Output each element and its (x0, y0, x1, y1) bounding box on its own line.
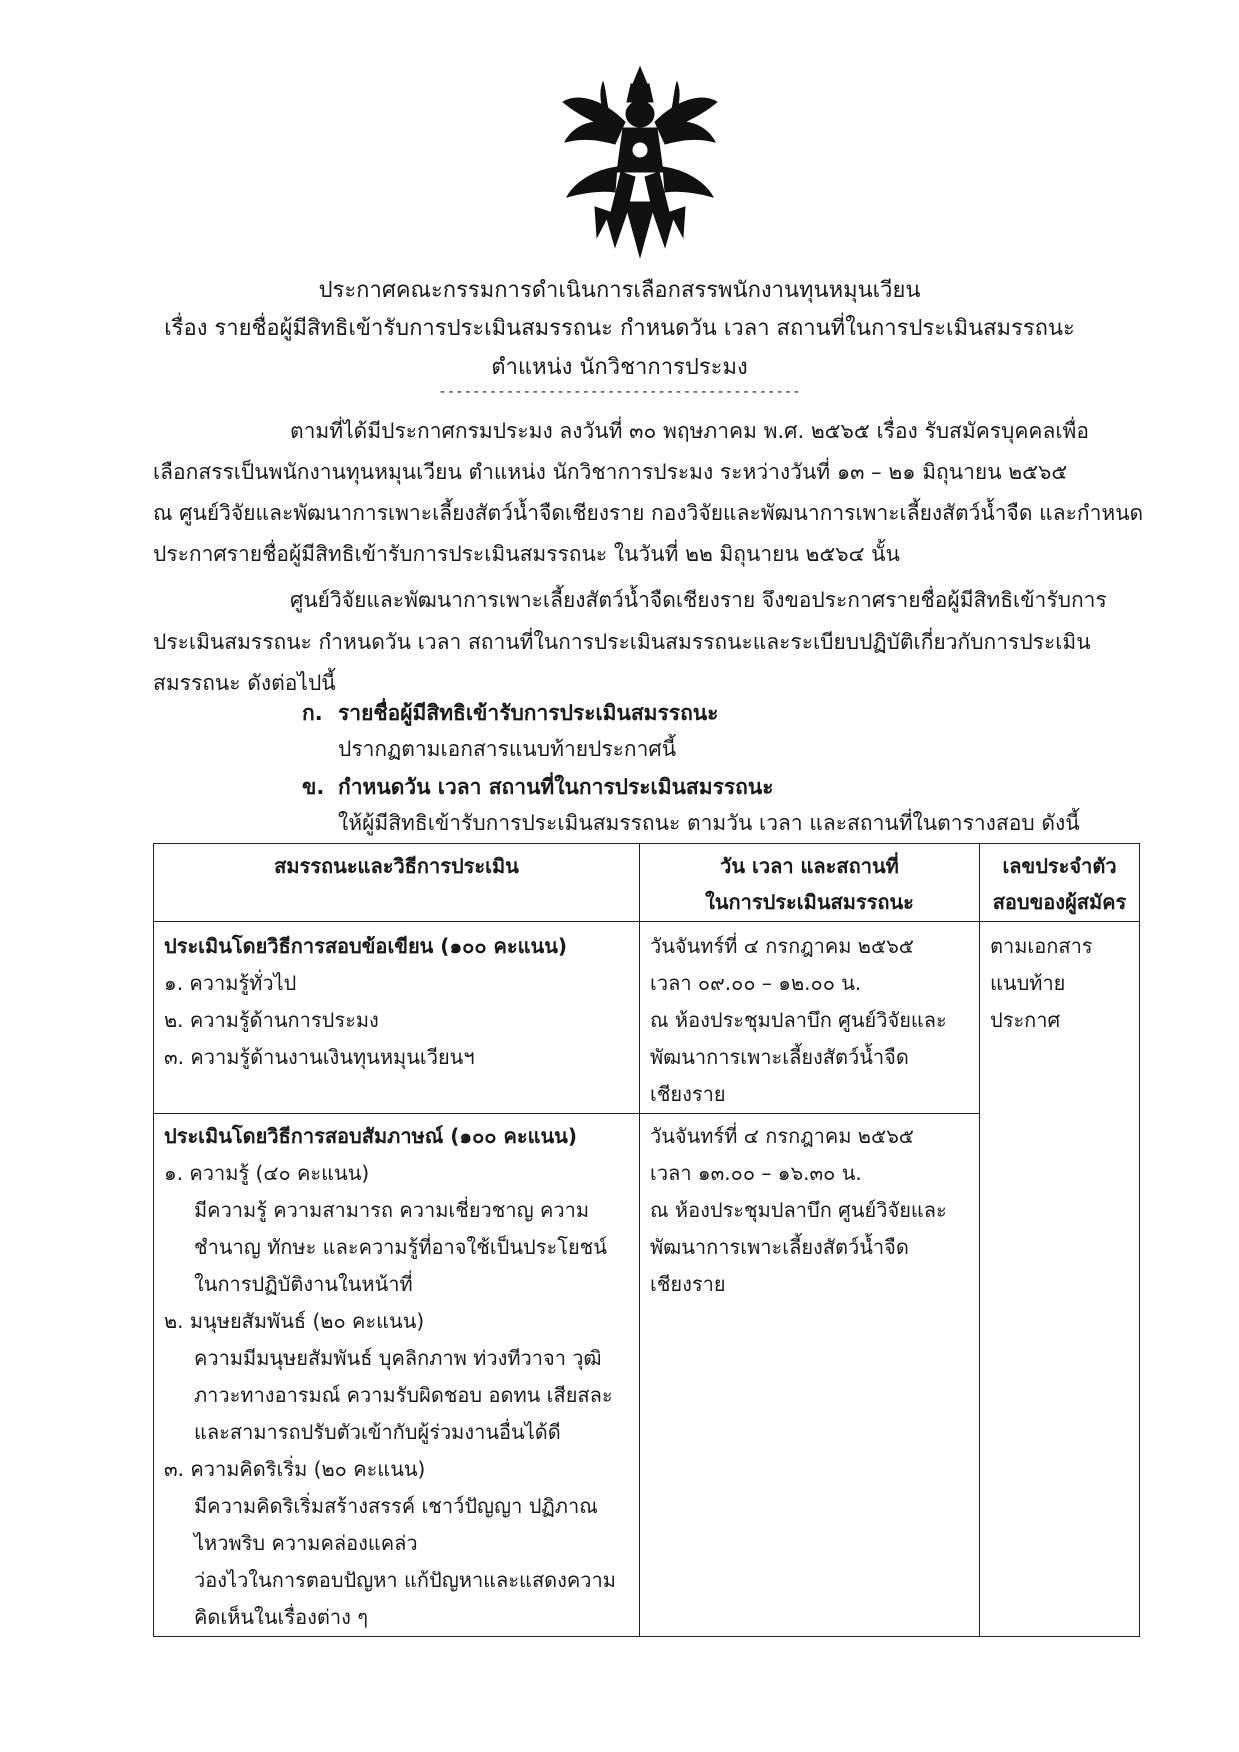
written-exam-title: ประเมินโดยวิธีการสอบข้อเขียน (๑๐๐ คะแนน) (164, 934, 568, 958)
written-exam-item: ๒. ความรู้ด้านการประมง (164, 1008, 379, 1032)
interview-cell (154, 1114, 640, 1637)
schedule-line: ณ ห้องประชุมปลาบึก ศูนย์วิจัยและ (650, 1008, 947, 1032)
table-row (154, 922, 1140, 1114)
section-a-marker: ก. (302, 701, 323, 725)
paragraph1-line: ณ ศูนย์วิจัยและพัฒนาการเพาะเลี้ยงสัตว์น้ำจืดเชียงราย กองวิจัยและพัฒนาการเพาะเลี้ยงสัตว์น้ำจืด และกำหนด (153, 501, 1144, 525)
written-exam-schedule-cell (640, 922, 980, 1114)
schedule-line: วันจันทร์ที่ ๔ กรกฎาคม ๒๕๖๕ (650, 934, 914, 958)
written-exam-item: ๑. ความรู้ทั่วไป (164, 971, 297, 995)
interview-criterion-detail: ภาวะทางอารมณ์ ความรับผิดชอบ อดทน เสียสละ (194, 1383, 613, 1407)
schedule-line: พัฒนาการเพาะเลี้ยงสัตว์น้ำจืด (650, 1235, 909, 1259)
schedule-line: เวลา ๑๓.๐๐ – ๑๖.๓๐ น. (650, 1161, 862, 1185)
interview-criterion-detail: ไหวพริบ ความคล่องแคล่ว (194, 1531, 418, 1555)
paragraph2-line: ประเมินสมรรถนะ กำหนดวัน เวลา สถานที่ในการประเมินสมรรถนะและระเบียบปฏิบัติเกี่ยวกับการประเมิน (153, 630, 1091, 654)
interview-criterion-detail: ชำนาญ ทักษะ และความรู้ที่อาจใช้เป็นประโยชน์ (194, 1235, 607, 1259)
schedule-line: เชียงราย (650, 1082, 726, 1106)
header-col3-line1: เลขประจำตัว (1002, 854, 1117, 878)
section-b-heading (302, 772, 774, 802)
interview-criterion-detail: และสามารถปรับตัวเข้ากับผู้ร่วมงานอื่นได้ดี (194, 1420, 561, 1444)
announcement-position: ตำแหน่ง นักวิชาการประมง (491, 355, 748, 380)
interview-criterion-detail: ในการปฏิบัติงานในหน้าที่ (194, 1272, 413, 1296)
schedule-line: เชียงราย (650, 1272, 726, 1296)
header-col2-line2: ในการประเมินสมรรถนะ (705, 890, 914, 914)
header-col1-text: สมรรถนะและวิธีการประเมิน (274, 854, 519, 878)
header-date-time-place (640, 844, 980, 922)
schedule-line: พัฒนาการเพาะเลี้ยงสัตว์น้ำจืด (650, 1045, 909, 1069)
paragraph1-line: เลือกสรรเป็นพนักงานทุนหมุนเวียน ตำแหน่ง นักวิชาการประมง ระหว่างวันที่ ๑๓ – ๒๑ มิถุนายน ๒๕๖๕ (153, 460, 1068, 484)
section-b-body: ให้ผู้มีสิทธิเข้ารับการประเมินสมรรถนะ ตามวัน เวลา และสถานที่ในตารางสอบ ดังนี้ (338, 811, 1080, 835)
header-applicant-number (980, 844, 1140, 922)
interview-criterion: ๑. ความรู้ (๔๐ คะแนน) (164, 1161, 370, 1185)
applicant-number-cell (980, 922, 1140, 1637)
header-competency-method (154, 844, 640, 922)
paragraph1-line: ประกาศรายชื่อผู้มีสิทธิเข้ารับการประเมินสมรรถนะ ในวันที่ ๒๒ มิถุนายน ๒๕๖๔ นั้น (153, 542, 900, 566)
interview-criterion-detail: มีความคิดริเริ่มสร้างสรรค์ เชาว์ปัญญา ปฏิภาณ (194, 1494, 598, 1518)
header-col2-line1: วัน เวลา และสถานที่ (720, 854, 899, 878)
section-a-body: ปรากฏตามเอกสารแนบท้ายประกาศนี้ (338, 737, 677, 761)
section-a-heading (302, 698, 718, 728)
schedule-line: เวลา ๐๙.๐๐ – ๑๒.๐๐ น. (650, 971, 862, 995)
schedule-line: วันจันทร์ที่ ๔ กรกฎาคม ๒๕๖๕ (650, 1124, 914, 1148)
interview-title: ประเมินโดยวิธีการสอบสัมภาษณ์ (๑๐๐ คะแนน) (164, 1124, 577, 1148)
section-a-title: รายชื่อผู้มีสิทธิเข้ารับการประเมินสมรรถนะ (338, 701, 719, 725)
announcement-subject: เรื่อง รายชื่อผู้มีสิทธิเข้ารับการประเมินสมรรถนะ กำหนดวัน เวลา สถานที่ในการประเมินสมรรถนะ (164, 316, 1075, 341)
applicant-number-line: แนบท้าย (990, 971, 1066, 995)
interview-criterion-detail: ความมีมนุษยสัมพันธ์ บุคลิกภาพ ท่วงทีวาจา วุฒิ (194, 1346, 602, 1370)
assessment-schedule-table (153, 843, 1140, 1637)
announcement-title: ประกาศคณะกรรมการดำเนินการเลือกสรรพนักงานทุนหมุนเวียน (318, 278, 921, 303)
paragraph2-line: สมรรถนะ ดังต่อไปนี้ (153, 671, 336, 695)
applicant-number-line: ตามเอกสาร (990, 934, 1093, 958)
applicant-number-line: ประกาศ (990, 1008, 1061, 1032)
written-exam-item: ๓. ความรู้ด้านงานเงินทุนหมุนเวียนฯ (164, 1045, 475, 1069)
section-b-marker: ข. (302, 775, 325, 799)
table-header-row (154, 844, 1140, 922)
interview-criterion-detail: มีความรู้ ความสามารถ ความเชี่ยวชาญ ความ (194, 1198, 589, 1222)
written-exam-cell (154, 922, 640, 1114)
separator-line: ------------------------------------------- (438, 384, 801, 400)
interview-criterion-detail: ว่องไวในการตอบปัญหา แก้ปัญหาและแสดงความ (194, 1568, 616, 1592)
interview-criterion: ๒. มนุษยสัมพันธ์ (๒๐ คะแนน) (164, 1309, 425, 1333)
interview-criterion: ๓. ความคิดริเริ่ม (๒๐ คะแนน) (164, 1457, 426, 1481)
garuda-emblem-icon (555, 62, 725, 262)
interview-schedule-cell (640, 1114, 980, 1637)
section-b-title: กำหนดวัน เวลา สถานที่ในการประเมินสมรรถนะ (338, 775, 774, 799)
paragraph2-line: ศูนย์วิจัยและพัฒนาการเพาะเลี้ยงสัตว์น้ำจืดเชียงราย จึงขอประกาศรายชื่อผู้มีสิทธิเข้ารับการ (290, 588, 1107, 612)
schedule-line: ณ ห้องประชุมปลาบึก ศูนย์วิจัยและ (650, 1198, 947, 1222)
paragraph1-line: ตามที่ได้มีประกาศกรมประมง ลงวันที่ ๓๐ พฤษภาคม พ.ศ. ๒๕๖๕ เรื่อง รับสมัครบุคคลเพื่อ (290, 419, 1089, 443)
interview-criterion-detail: คิดเห็นในเรื่องต่าง ๆ (194, 1605, 368, 1629)
header-col3-line2: สอบของผู้สมัคร (992, 890, 1127, 914)
